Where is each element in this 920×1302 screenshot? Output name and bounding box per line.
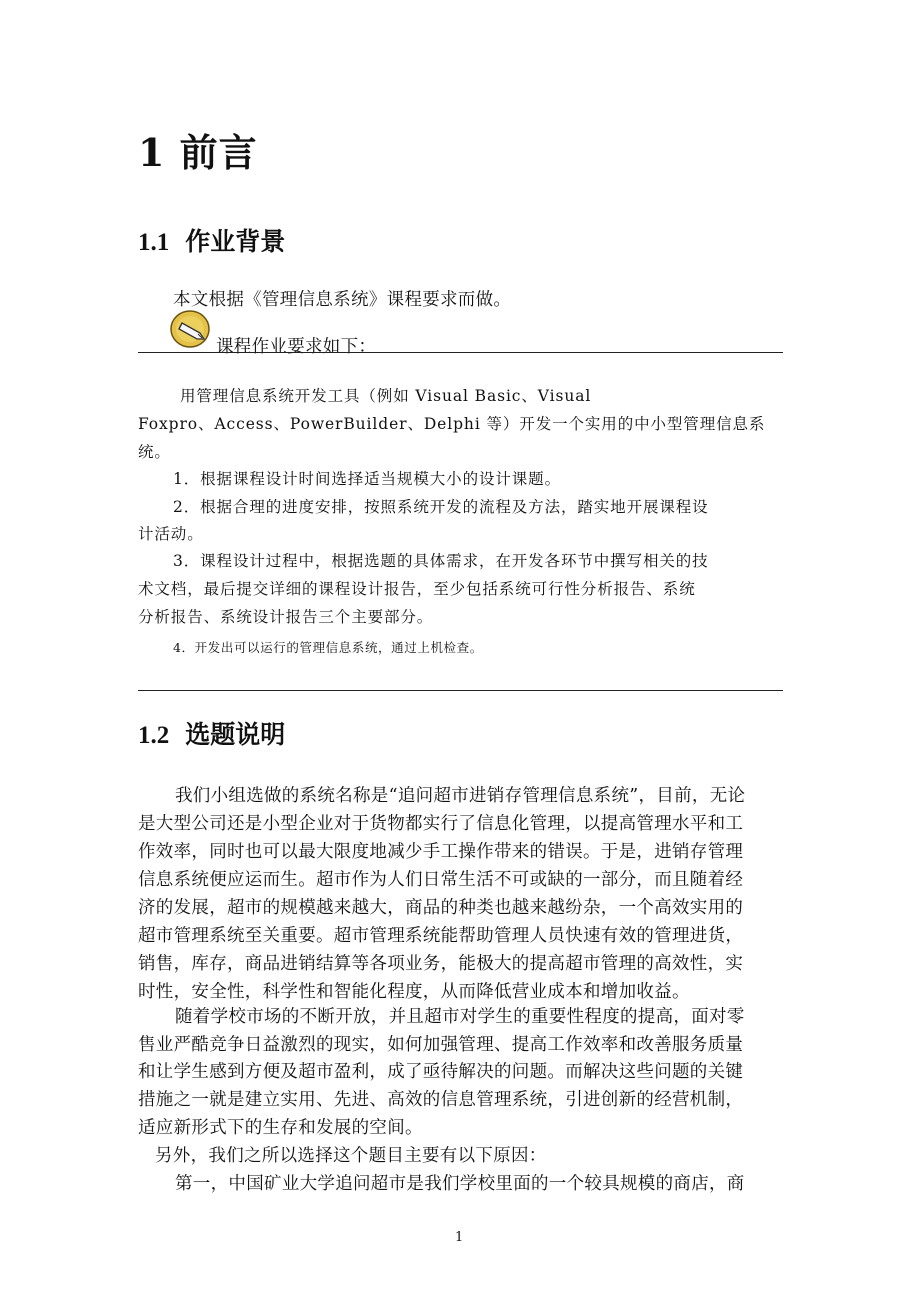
quote-line: 分析报告、系统设计报告三个主要部分。 [138, 608, 434, 626]
body-line: 信息系统便应运而生。超市作为人们日常生活不可或缺的一部分，而且随着经 [138, 870, 744, 890]
body-line: 超市管理系统至关重要。超市管理系统能帮助管理人员快速有效的管理进货， [138, 926, 744, 946]
section-number: 1.2 [138, 722, 170, 749]
body-line: 时性，安全性，科学性和智能化程度，从而降低营业成本和增加收益。 [138, 982, 690, 1002]
body-line: 售业严酷竞争日益激烈的现实，如何加强管理、提高工作效率和改善服务质量 [138, 1035, 744, 1055]
quote-line: 术文档，最后提交详细的课程设计报告，至少包括系统可行性分析报告、系统 [138, 580, 696, 598]
quote-line: 用管理信息系统开发工具（例如 Visual Basic、Visual [180, 387, 592, 405]
quote-line: 4．开发出可以运行的管理信息系统，通过上机检查。 [173, 640, 483, 655]
page-number: 1 [455, 1230, 464, 1245]
chapter-title: 1 前言 [138, 130, 258, 175]
body-line: 措施之一就是建立实用、先进、高效的信息管理系统，引进创新的经营机制， [138, 1090, 744, 1110]
section-heading-1-1 [138, 222, 285, 258]
body-line: 销售，库存，商品进销结算等各项业务，能极大的提高超市管理的高效性，实 [138, 954, 744, 974]
body-line: 我们小组选做的系统名称是“追问超市进销存管理信息系统”，目前，无论 [175, 786, 746, 806]
body-line: 济的发展，超市的规模越来越大，商品的种类也越来越纷杂，一个高效实用的 [138, 898, 744, 918]
body-line: 随着学校市场的不断开放，并且超市对学生的重要性程度的提高，面对零 [175, 1007, 745, 1027]
divider-top [138, 352, 783, 353]
divider-bottom [138, 690, 783, 691]
section-heading-1-2 [138, 715, 285, 751]
quote-line: 1．根据课程设计时间选择适当规模大小的设计课题。 [173, 470, 561, 488]
section-title: 作业背景 [185, 227, 286, 256]
body-line: 适应新形式下的生存和发展的空间。 [138, 1118, 423, 1138]
body-line: 第一，中国矿业大学追问超市是我们学校里面的一个较具规模的商店，商 [175, 1174, 745, 1194]
requirements-label: 课程作业要求如下： [216, 337, 377, 357]
intro-paragraph: 本文根据《管理信息系统》课程要求而做。 [173, 290, 512, 310]
body-line: 是大型公司还是小型企业对于货物都实行了信息化管理，以提高管理水平和工 [138, 814, 744, 834]
section-number: 1.1 [138, 229, 170, 256]
quote-line: 2．根据合理的进度安排，按照系统开发的流程及方法，踏实地开展课程设 [173, 498, 709, 516]
quote-line: Foxpro、Access、PowerBuilder、Delphi 等）开发一个实用的中小型管理信息系 [138, 415, 766, 433]
body-line: 另外，我们之所以选择这个题目主要有以下原因： [155, 1146, 547, 1166]
section-title: 选题说明 [185, 720, 286, 749]
body-line: 和让学生感到方便及超市盈利，成了亟待解决的问题。而解决这些问题的关键 [138, 1062, 744, 1082]
note-pencil-icon [170, 309, 214, 353]
body-line: 作效率，同时也可以最大限度地减少手工操作带来的错误。于是，进销存管理 [138, 842, 744, 862]
quote-line: 3．课程设计过程中，根据选题的具体需求，在开发各环节中撰写相关的技 [173, 552, 709, 570]
quote-line: 计活动。 [138, 525, 204, 543]
quote-line: 统。 [138, 443, 171, 461]
